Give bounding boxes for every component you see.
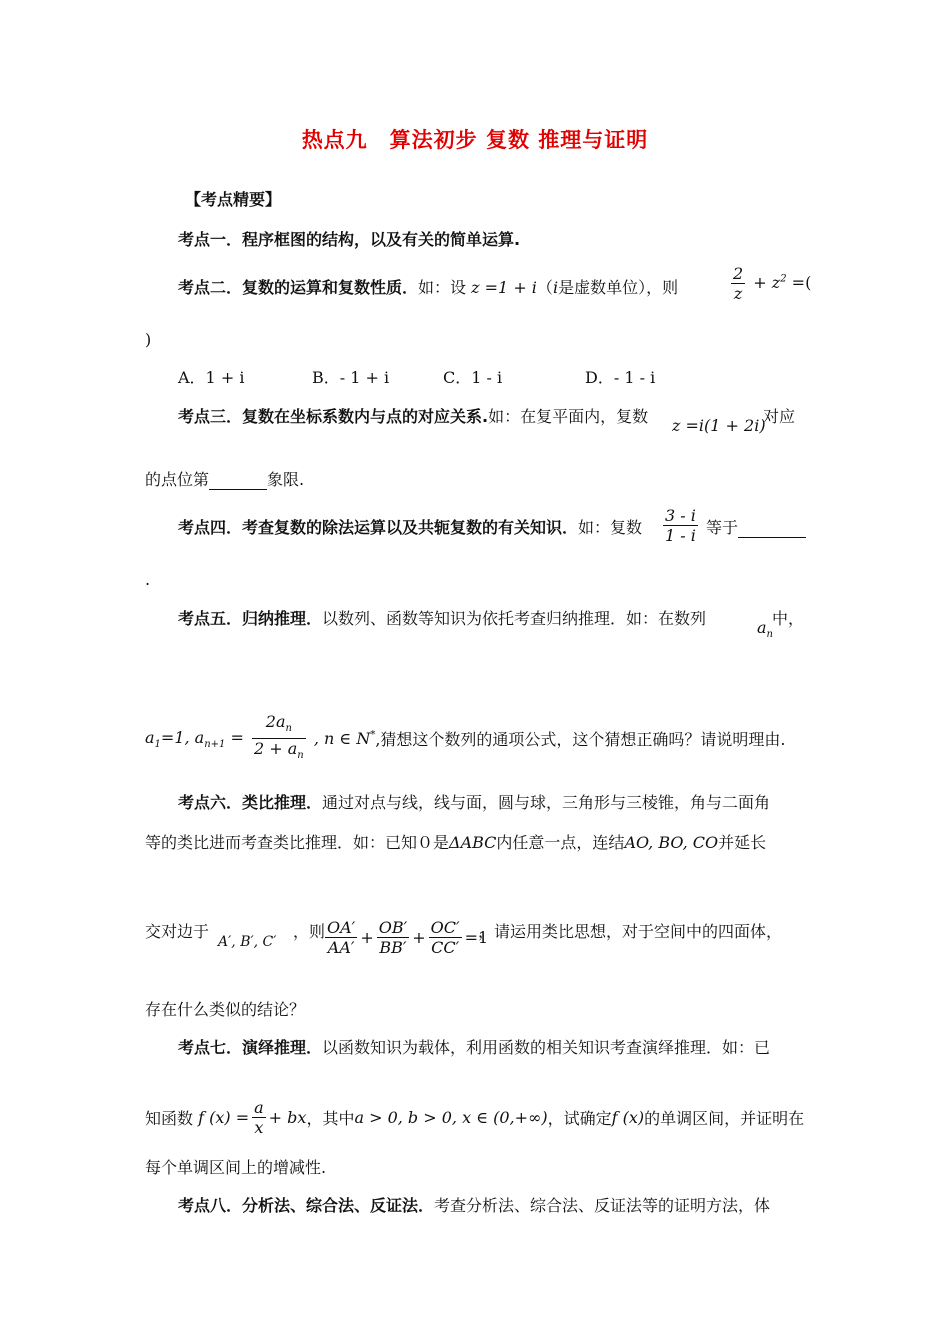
point-6-text-a: 通过对点与线，线与面，圆与球，三角形与三棱锥，角与二面角 [322, 793, 771, 812]
point-8-line [178, 1196, 770, 1216]
point-7-fx2: f (x) [611, 1108, 645, 1127]
point-4-dot: . [145, 570, 151, 589]
point-8-text-a: 考查分析法、综合法、反证法等的证明方法，体 [434, 1196, 771, 1215]
point-3-text-a: 如：在复平面内，复数 [488, 407, 649, 426]
point-6-label: 考点六．类比推理． [178, 793, 323, 812]
point-7-frac-den: x [254, 1118, 264, 1137]
point-3-label: 考点三．复数在坐标系数内与点的对应关系. [178, 407, 489, 426]
point-2-line [178, 278, 678, 298]
point-5-tail: , n ∈ N [313, 729, 371, 749]
point-5-formula-line [145, 712, 786, 765]
point-6-line2-c: 并延长 [718, 833, 767, 852]
point-5-an1-sub: n+1 [204, 738, 226, 750]
point-3-text-b: 对应 [763, 407, 796, 426]
point-2-frac-num: 2 [733, 264, 744, 283]
point-7-frac-num: a [254, 1098, 264, 1117]
point-6-line2-b: 内任意一点，连结 [496, 833, 625, 852]
point-5-text-c: ,猜想这个数列的通项公式，这个猜想正确吗？请说明理由. [375, 730, 786, 750]
point-4-formula [660, 506, 701, 545]
point-6-line [178, 793, 770, 813]
point-6-f1-den: AA′ [327, 938, 355, 957]
point-5-text-a: 以数列、函数等知识为依托考查归纳推理．如：在数列 [322, 609, 707, 628]
point-6-f3-den: CC′ [431, 938, 460, 957]
point-6-f3-num: OC′ [430, 918, 460, 937]
point-2-i: i [552, 278, 559, 297]
point-4-text-a: 如：复数 [578, 518, 643, 537]
point-6-pts: A′, B′, C′ [218, 934, 277, 950]
point-4-text-b: 等于 [706, 518, 739, 537]
point-5-frac-den-sub: n [297, 750, 304, 762]
point-2-sq: 2 [780, 273, 787, 285]
point-7-frac [252, 1098, 266, 1137]
point-7-line-3: 每个单调区间上的增减性. [145, 1158, 327, 1177]
point-7-line2-d: 的单调区间，并证明在 [644, 1109, 805, 1128]
point-3-line2-b: 象限. [267, 470, 305, 489]
point-4-fraction [663, 506, 698, 545]
point-5-eq2: = [230, 727, 244, 747]
point-7-line2-a: 知函数 [145, 1109, 194, 1128]
point-6-line3-b: ，则 [293, 922, 326, 941]
point-6-tri: ΔABC [449, 833, 497, 852]
point-2-option-a: A．1 + i [178, 368, 245, 387]
point-3-line2-a: 的点位第 [145, 470, 210, 489]
point-6-line-4: 存在什么类似的结论？ [145, 1000, 306, 1019]
point-2-option-b: B．- 1 + i [312, 368, 390, 387]
point-6-f1-num: OA′ [327, 918, 356, 937]
point-4-label: 考点四．考查复数的除法运算以及共轭复数的有关知识． [178, 518, 579, 537]
point-5-label: 考点五．归纳推理． [178, 609, 323, 628]
point-6-frac-1 [325, 918, 357, 957]
point-6-line-2 [145, 833, 766, 853]
point-4-tail [706, 518, 806, 538]
point-2-fraction [731, 264, 745, 303]
point-8-label: 考点八．分析法、综合法、反证法． [178, 1196, 435, 1215]
point-2-eq-paren: =( [791, 273, 812, 292]
point-4-line [178, 518, 642, 538]
point-7-label: 考点七．演绎推理． [178, 1038, 323, 1057]
point-6-segs: AO, BO, CO [624, 833, 719, 852]
point-2-expr-tail: + z [753, 273, 781, 292]
point-7-line [178, 1038, 770, 1058]
point-2-formula [728, 264, 811, 303]
point-1-label: 考点一．程序框图的结构，以及有关的简单运算. [178, 230, 521, 249]
point-3-blank[interactable] [209, 489, 267, 490]
point-6-line3-a: 交对边于 [145, 922, 210, 941]
point-5-fraction [252, 712, 306, 765]
point-3-expr: z =i(1 + 2i) [672, 416, 766, 435]
point-2-text-c: 是虚数单位），则 [558, 278, 679, 297]
point-5-frac-den: 2 + a [254, 739, 298, 759]
point-5-frac-num: 2a [265, 712, 286, 731]
point-7-line-2 [145, 1098, 804, 1137]
point-2-close-paren: ) [145, 330, 152, 349]
point-5-seq-a: a [757, 618, 767, 637]
point-7-bx: + bx [268, 1108, 307, 1127]
point-2-expr-z: z =1 + i [471, 278, 537, 297]
point-7-line2-b: ，其中 [306, 1109, 355, 1128]
point-2-label: 考点二．复数的运算和复数性质． [178, 278, 419, 297]
point-2-frac-den: z [733, 284, 743, 303]
point-5-seq-sub: n [766, 629, 773, 641]
point-7-text-a: 以函数知识为载体，利用函数的相关知识考查演绎推理．如：已 [322, 1038, 771, 1057]
section-header: 【考点精要】 [185, 190, 282, 209]
point-5-formula-lhs [145, 727, 244, 750]
point-4-frac-num: 3 - i [665, 506, 696, 525]
point-6-line3-c: ，请运用类比思想，对于空间中的四面体， [478, 922, 783, 941]
point-6-eq1: =1 [464, 928, 489, 947]
point-2-text-a: 如：设 [418, 278, 467, 297]
point-6-f2-num: OB′ [378, 918, 408, 937]
point-5-formula-tail [314, 729, 376, 748]
point-5-line [178, 609, 706, 629]
point-6-f2-den: BB′ [379, 938, 407, 957]
point-2-option-d: D．- 1 - i [585, 368, 656, 387]
point-6-line2-a: 等的类比进而考查类比推理．如：已知０是 [145, 833, 450, 852]
point-5-a: a [145, 727, 155, 747]
point-6-formula: $\frac{OA'}{AA'}$ + $\frac{OB'}{BB'}$ + $\frac{OC'}{CC'}$ =1 [327, 918, 489, 957]
point-5-text-b: 中， [772, 609, 805, 628]
point-3-line-2 [145, 470, 304, 490]
point-5-eq1: =1, a [160, 727, 205, 747]
point-4-blank[interactable] [738, 537, 806, 538]
point-6-frac-3 [429, 918, 462, 957]
point-3-line [178, 407, 648, 427]
point-2-option-c: C．1 - i [443, 368, 503, 387]
page-title: 热点九 算法初步 复数 推理与证明 [301, 128, 649, 152]
point-4-frac-den: 1 - i [665, 526, 696, 545]
point-2-text-b: （ [536, 278, 553, 297]
point-7-line2-c: ，试确定 [547, 1109, 612, 1128]
point-5-a1-sub: 1 [154, 738, 161, 750]
point-7-fx: f (x) = [198, 1108, 250, 1127]
point-5-frac-num-sub: n [285, 723, 292, 735]
point-5-star: * [370, 729, 376, 741]
point-7-cond: a > 0, b > 0, x ∈ (0,+∞) [354, 1108, 548, 1127]
point-5-seq [757, 618, 773, 645]
point-6-frac-2 [377, 918, 410, 957]
